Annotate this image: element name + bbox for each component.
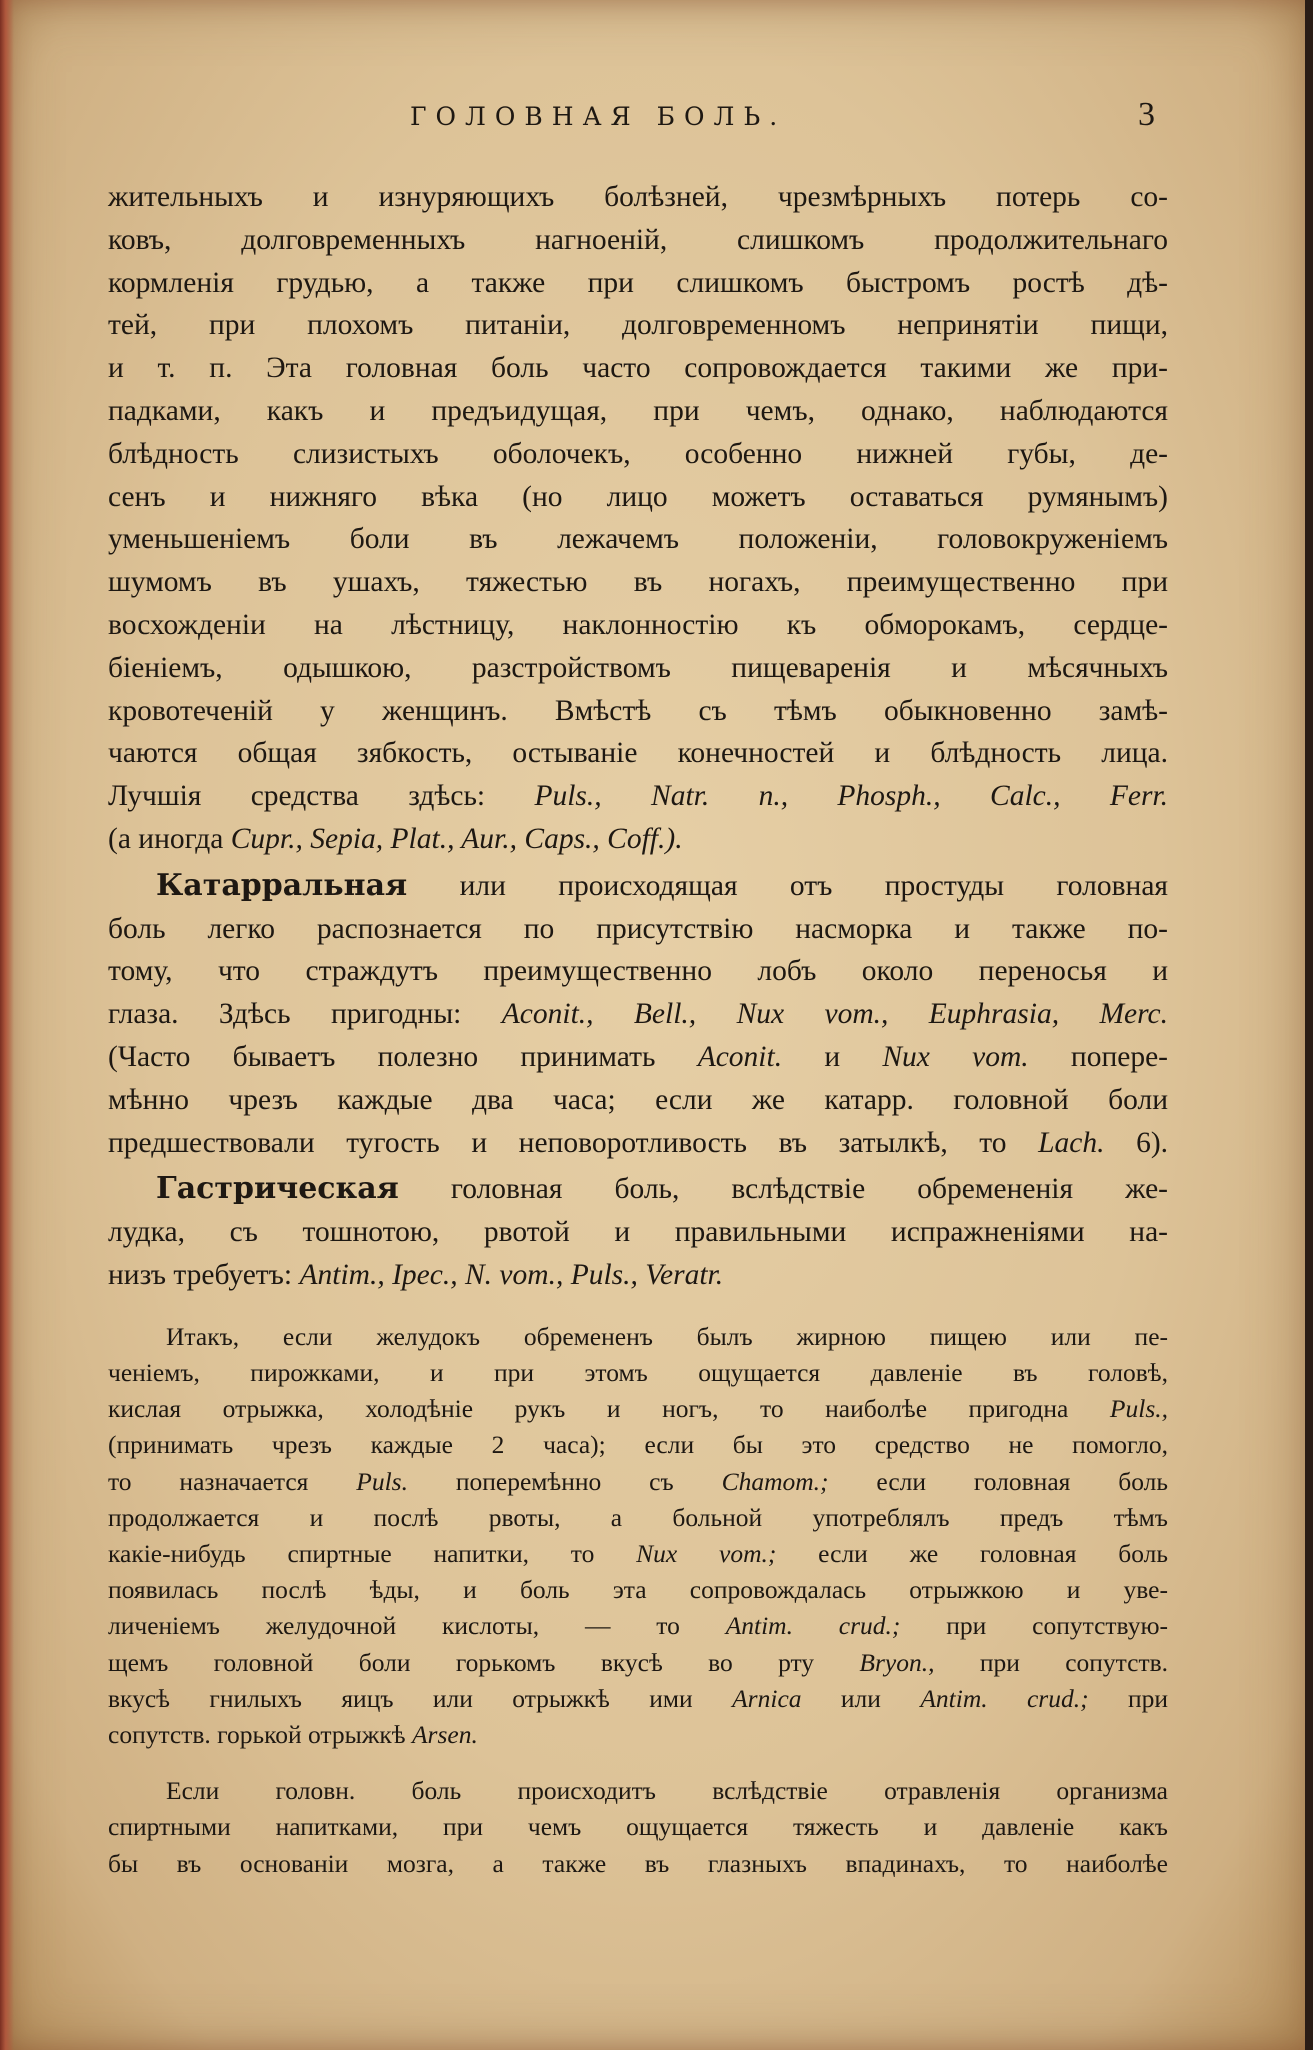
text-line (108, 1681, 1168, 1717)
text-line (108, 1122, 1168, 1165)
paragraph-gastric (108, 1168, 1168, 1296)
remedy: Chamom.; (721, 1466, 829, 1496)
text-line: шумомъ въ ушахъ, тяжестью въ ногахъ, преимущественно при (108, 566, 1168, 599)
line-text: сопутств. горькой отрыжкѣ (108, 1719, 406, 1749)
text-block (108, 176, 1168, 1882)
line-text: головная боль, вслѣдствіе обремененія же- (450, 1173, 1169, 1206)
line-text: (Часто бываетъ полезно принимать (108, 1040, 656, 1073)
text-line: ковъ, долговременныхъ нагноеній, слишкомъ продолжительнаго (108, 223, 1168, 256)
text-line (108, 818, 1168, 861)
line-text: личеніемъ желудочной кислоты, — то (108, 1611, 680, 1641)
section-term: Гастрическая (156, 1171, 399, 1207)
remedy-list: Puls., Natr. n., Phosph., Calc., Ferr. (534, 780, 1169, 813)
paragraph-anemic-headache (108, 176, 1168, 861)
line-text: какіе-нибудь спиртные напитки, то (108, 1538, 595, 1568)
text-line: жительныхъ и изнуряющихъ болѣзней, чрезмѣрныхъ потерь со- (108, 181, 1168, 213)
text-line: Если головн. боль происходитъ вслѣдствіе отравленія организма (166, 1776, 1168, 1806)
text-line: тому, что страждутъ преимущественно лобъ около переносья и (108, 955, 1168, 988)
text-line: спиртными напитками, при чемъ ощущается тяжесть и давленіе какъ (108, 1812, 1168, 1842)
line-text: глаза. Здѣсь пригодны: (108, 998, 462, 1031)
remedy: Arnica (732, 1683, 802, 1713)
line-text: при (1128, 1683, 1169, 1713)
page-edge (0, 0, 14, 2050)
text-line: мѣнно чрезъ каждые два часа; если же катарр. головной боли (108, 1083, 1168, 1116)
text-line: (принимать чрезъ каждые 2 часа); если бы это средство не помогло, (108, 1430, 1168, 1460)
remedy: Antim. crud.; (725, 1611, 901, 1641)
text-line: сенъ и нижняго вѣка (но лицо можетъ оставаться румянымъ) (108, 480, 1168, 513)
line-text: 6). (1136, 1126, 1169, 1159)
remedy-list: Antim., Ipec., N. vom., Puls., Veratr. (299, 1258, 724, 1291)
line-text: щемъ головной боли горькомъ вкусѣ во рту (108, 1647, 815, 1677)
remedy: Puls., (1109, 1394, 1169, 1424)
remedy: Nux vom. (882, 1040, 1029, 1073)
text-line: боль легко распознается по присутствію насморка и также по- (108, 912, 1168, 945)
text-line (108, 1536, 1168, 1572)
text-line (108, 865, 1168, 908)
line-text: попере- (1070, 1040, 1169, 1073)
line-text: если головная боль (876, 1466, 1168, 1496)
text-line: тей, при плохомъ питаніи, долговременномъ непринятіи пищи, (108, 309, 1168, 342)
line-text: при сопутств. (979, 1647, 1169, 1677)
line-text: низъ требуетъ: (108, 1258, 293, 1291)
text-line: продолжается и послѣ рвоты, а больной употреблялъ предъ тѣмъ (108, 1502, 1168, 1532)
text-line (108, 1036, 1168, 1079)
text-line: ченіемъ, пирожками, и при этомъ ощущается давленіе въ головѣ, (108, 1357, 1168, 1387)
page-number: 3 (1138, 96, 1155, 133)
text-line: кровотеченій у женщинъ. Вмѣстѣ съ тѣмъ обыкновенно замѣ- (108, 694, 1168, 727)
remedy: Aconit. (697, 1040, 783, 1073)
line-text: или происходящая отъ простуды головная (459, 869, 1168, 902)
section-term: Катарральная (156, 867, 408, 903)
line-text: или (840, 1683, 881, 1713)
line-text: поперемѣнно съ (455, 1466, 674, 1496)
line-text: кислая отрыжка, холодѣніе рукъ и ногъ, то наиболѣе пригодна (108, 1394, 1069, 1424)
text-line: уменьшеніемъ боли въ лежачемъ положеніи, головокруженіемъ (108, 523, 1168, 556)
paragraph-small-print (108, 1773, 1168, 1882)
line-text: вкусѣ гнилыхъ яицъ или отрыжкѣ ими (108, 1683, 693, 1713)
text-line (108, 775, 1168, 818)
line-text: и (824, 1040, 841, 1073)
line-text: то назначается (108, 1466, 309, 1496)
text-line (108, 993, 1168, 1036)
text-line: бы въ основаніи мозга, а также въ глазныхъ впадинахъ, то наиболѣе (108, 1848, 1168, 1878)
text-line: блѣдность слизистыхъ оболочекъ, особенно нижней губы, де- (108, 437, 1168, 470)
remedy: Arsen. (411, 1719, 478, 1749)
text-line (108, 1464, 1168, 1500)
text-line: біеніемъ, одышкою, разстройствомъ пищеваренія и мѣсячныхъ (108, 651, 1168, 684)
text-line (108, 1254, 1168, 1297)
line-text: предшествовали тугость и неповоротливость въ затылкѣ, то (108, 1126, 1007, 1159)
remedy: Bryon., (859, 1647, 935, 1677)
remedy: Antim. crud.; (920, 1683, 1089, 1713)
remedy: Nux vom.; (636, 1538, 777, 1568)
remedy: Puls. (356, 1466, 408, 1496)
text-line: Итакъ, если желудокъ обремененъ былъ жирною пищею или пе- (166, 1321, 1168, 1351)
running-title: ГОЛОВНАЯ БОЛЬ. (410, 102, 787, 131)
text-line: кормленія грудью, а также при слишкомъ быстромъ ростѣ дѣ- (108, 266, 1168, 299)
text-line (108, 1391, 1168, 1427)
paragraph-small-print (108, 1319, 1168, 1753)
paragraph-catarrhal (108, 865, 1168, 1165)
text-line: лудка, съ тошнотою, рвотой и правильными испражненіями на- (108, 1216, 1168, 1249)
text-line: чаются общая зябкость, остываніе конечностей и блѣдность лица. (108, 737, 1168, 770)
remedy-list: Aconit., Bell., Nux vom., Euphrasia, Merc. (501, 998, 1168, 1031)
text-line: появилась послѣ ѣды, и боль эта сопровождалась отрыжкою и уве- (108, 1575, 1168, 1605)
text-line (108, 1645, 1168, 1681)
line-text: при сопутствую- (946, 1611, 1168, 1641)
text-line (108, 1168, 1168, 1211)
remedies-prefix: (а иногда (108, 822, 224, 855)
line-text: если же головная боль (818, 1538, 1168, 1568)
remedy-list: Cupr., Sepia, Plat., Aur., Caps., Coff.). (230, 822, 683, 855)
running-header (0, 96, 1305, 136)
text-line: и т. п. Эта головная боль часто сопровождается такими же при- (108, 352, 1168, 385)
text-line: восхожденіи на лѣстницу, наклонностію къ обморокамъ, сердце- (108, 608, 1168, 641)
text-line (108, 1717, 1168, 1753)
remedies-intro: Лучшія средства здѣсь: (108, 780, 486, 813)
text-line: падками, какъ и предъидущая, при чемъ, однако, наблюдаются (108, 394, 1168, 427)
text-line (108, 1608, 1168, 1644)
remedy: Lach. (1038, 1126, 1105, 1159)
